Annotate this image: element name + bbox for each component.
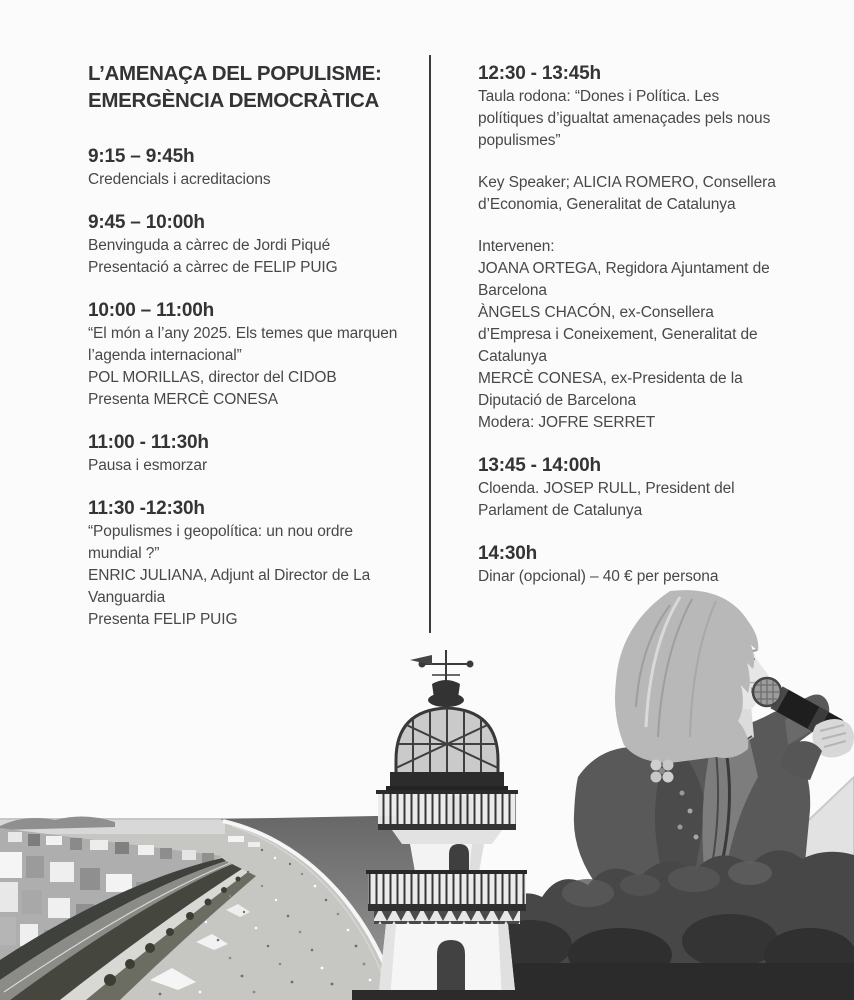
- schedule-time: 11:00 - 11:30h: [88, 432, 209, 453]
- lighthouse-photo: [352, 648, 527, 1000]
- schedule-item: [88, 299, 433, 411]
- schedule-item: [478, 542, 838, 588]
- schedule-text: Diputació de Barcelona: [478, 392, 637, 409]
- schedule-text: populismes”: [478, 132, 561, 149]
- schedule-time: 9:15 – 9:45h: [88, 146, 195, 167]
- schedule-text: Catalunya: [478, 348, 547, 365]
- schedule-item: [88, 431, 433, 477]
- schedule-text: mundial ?”: [88, 545, 160, 562]
- schedule-time: 14:30h: [478, 543, 538, 564]
- schedule-column-left: [88, 60, 433, 651]
- schedule-text: l’agenda internacional”: [88, 347, 242, 364]
- schedule-text: Vanguardia: [88, 589, 166, 606]
- schedule-time: 13:45 - 14:00h: [478, 455, 601, 476]
- schedule-text: Intervenen:: [478, 238, 555, 255]
- trees-foreground: [470, 833, 854, 1000]
- schedule-time: 11:30 -12:30h: [88, 498, 205, 519]
- schedule-text: polítiques d’igualtat amenaçades pels nous: [478, 110, 771, 127]
- schedule-item: [478, 236, 838, 434]
- schedule-time: 9:45 – 10:00h: [88, 212, 205, 233]
- schedule-text: Presenta MERCÈ CONESA: [88, 391, 278, 408]
- schedule-text: “Populismes i geopolítica: un nou ordre: [88, 523, 353, 540]
- pine-canopy-illustration: [470, 833, 854, 1000]
- schedule-text: ENRIC JULIANA, Adjunt al Director de La: [88, 567, 371, 584]
- schedule-text: Key Speaker; ALICIA ROMERO, Consellera: [478, 174, 776, 191]
- schedule-text: Dinar (opcional) – 40 € per persona: [478, 568, 719, 585]
- page-title-line1: L’AMENAÇA DEL POPULISME:: [88, 62, 382, 85]
- schedule-text: Modera: JOFRE SERRET: [478, 414, 656, 431]
- schedule-text: Barcelona: [478, 282, 547, 299]
- schedule-item: [478, 454, 838, 522]
- schedule-text: JOANA ORTEGA, Regidora Ajuntament de: [478, 260, 770, 277]
- schedule-text: Presenta FELIP PUIG: [88, 611, 238, 628]
- schedule-column-right: [478, 62, 838, 608]
- schedule-text: Presentació a càrrec de FELIP PUIG: [88, 259, 338, 276]
- schedule-text: Cloenda. JOSEP RULL, President del: [478, 480, 735, 497]
- schedule-text: Taula rodona: “Dones i Política. Les: [478, 88, 720, 105]
- schedule-time: 10:00 – 11:00h: [88, 300, 215, 321]
- page-title: [88, 60, 433, 114]
- page-title-line2: EMERGÈNCIA DEMOCRÀTICA: [88, 89, 380, 112]
- schedule-text: “El món a l’any 2025. Els temes que marquen: [88, 325, 398, 342]
- schedule-text: d’Economia, Generalitat de Catalunya: [478, 196, 736, 213]
- schedule-text: POL MORILLAS, director del CIDOB: [88, 369, 337, 386]
- schedule-text: Parlament de Catalunya: [478, 502, 643, 519]
- schedule-item: [478, 172, 838, 216]
- schedule-item: [88, 211, 433, 279]
- schedule-text: d’Empresa i Coneixement, Generalitat de: [478, 326, 758, 343]
- schedule-text: ÀNGELS CHACÓN, ex-Consellera: [478, 304, 714, 321]
- schedule-text: Pausa i esmorzar: [88, 457, 208, 474]
- schedule-text: Credencials i acreditacions: [88, 171, 271, 188]
- column-divider-line: [429, 55, 431, 633]
- schedule-item: [478, 62, 838, 152]
- schedule-item: [88, 145, 433, 191]
- schedule-text: MERCÈ CONESA, ex-Presidenta de la: [478, 370, 743, 387]
- lighthouse-illustration: [352, 648, 527, 1000]
- schedule-item: [88, 497, 433, 631]
- schedule-text: Benvinguda a càrrec de Jordi Piqué: [88, 237, 331, 254]
- schedule-time: 12:30 - 13:45h: [478, 63, 601, 84]
